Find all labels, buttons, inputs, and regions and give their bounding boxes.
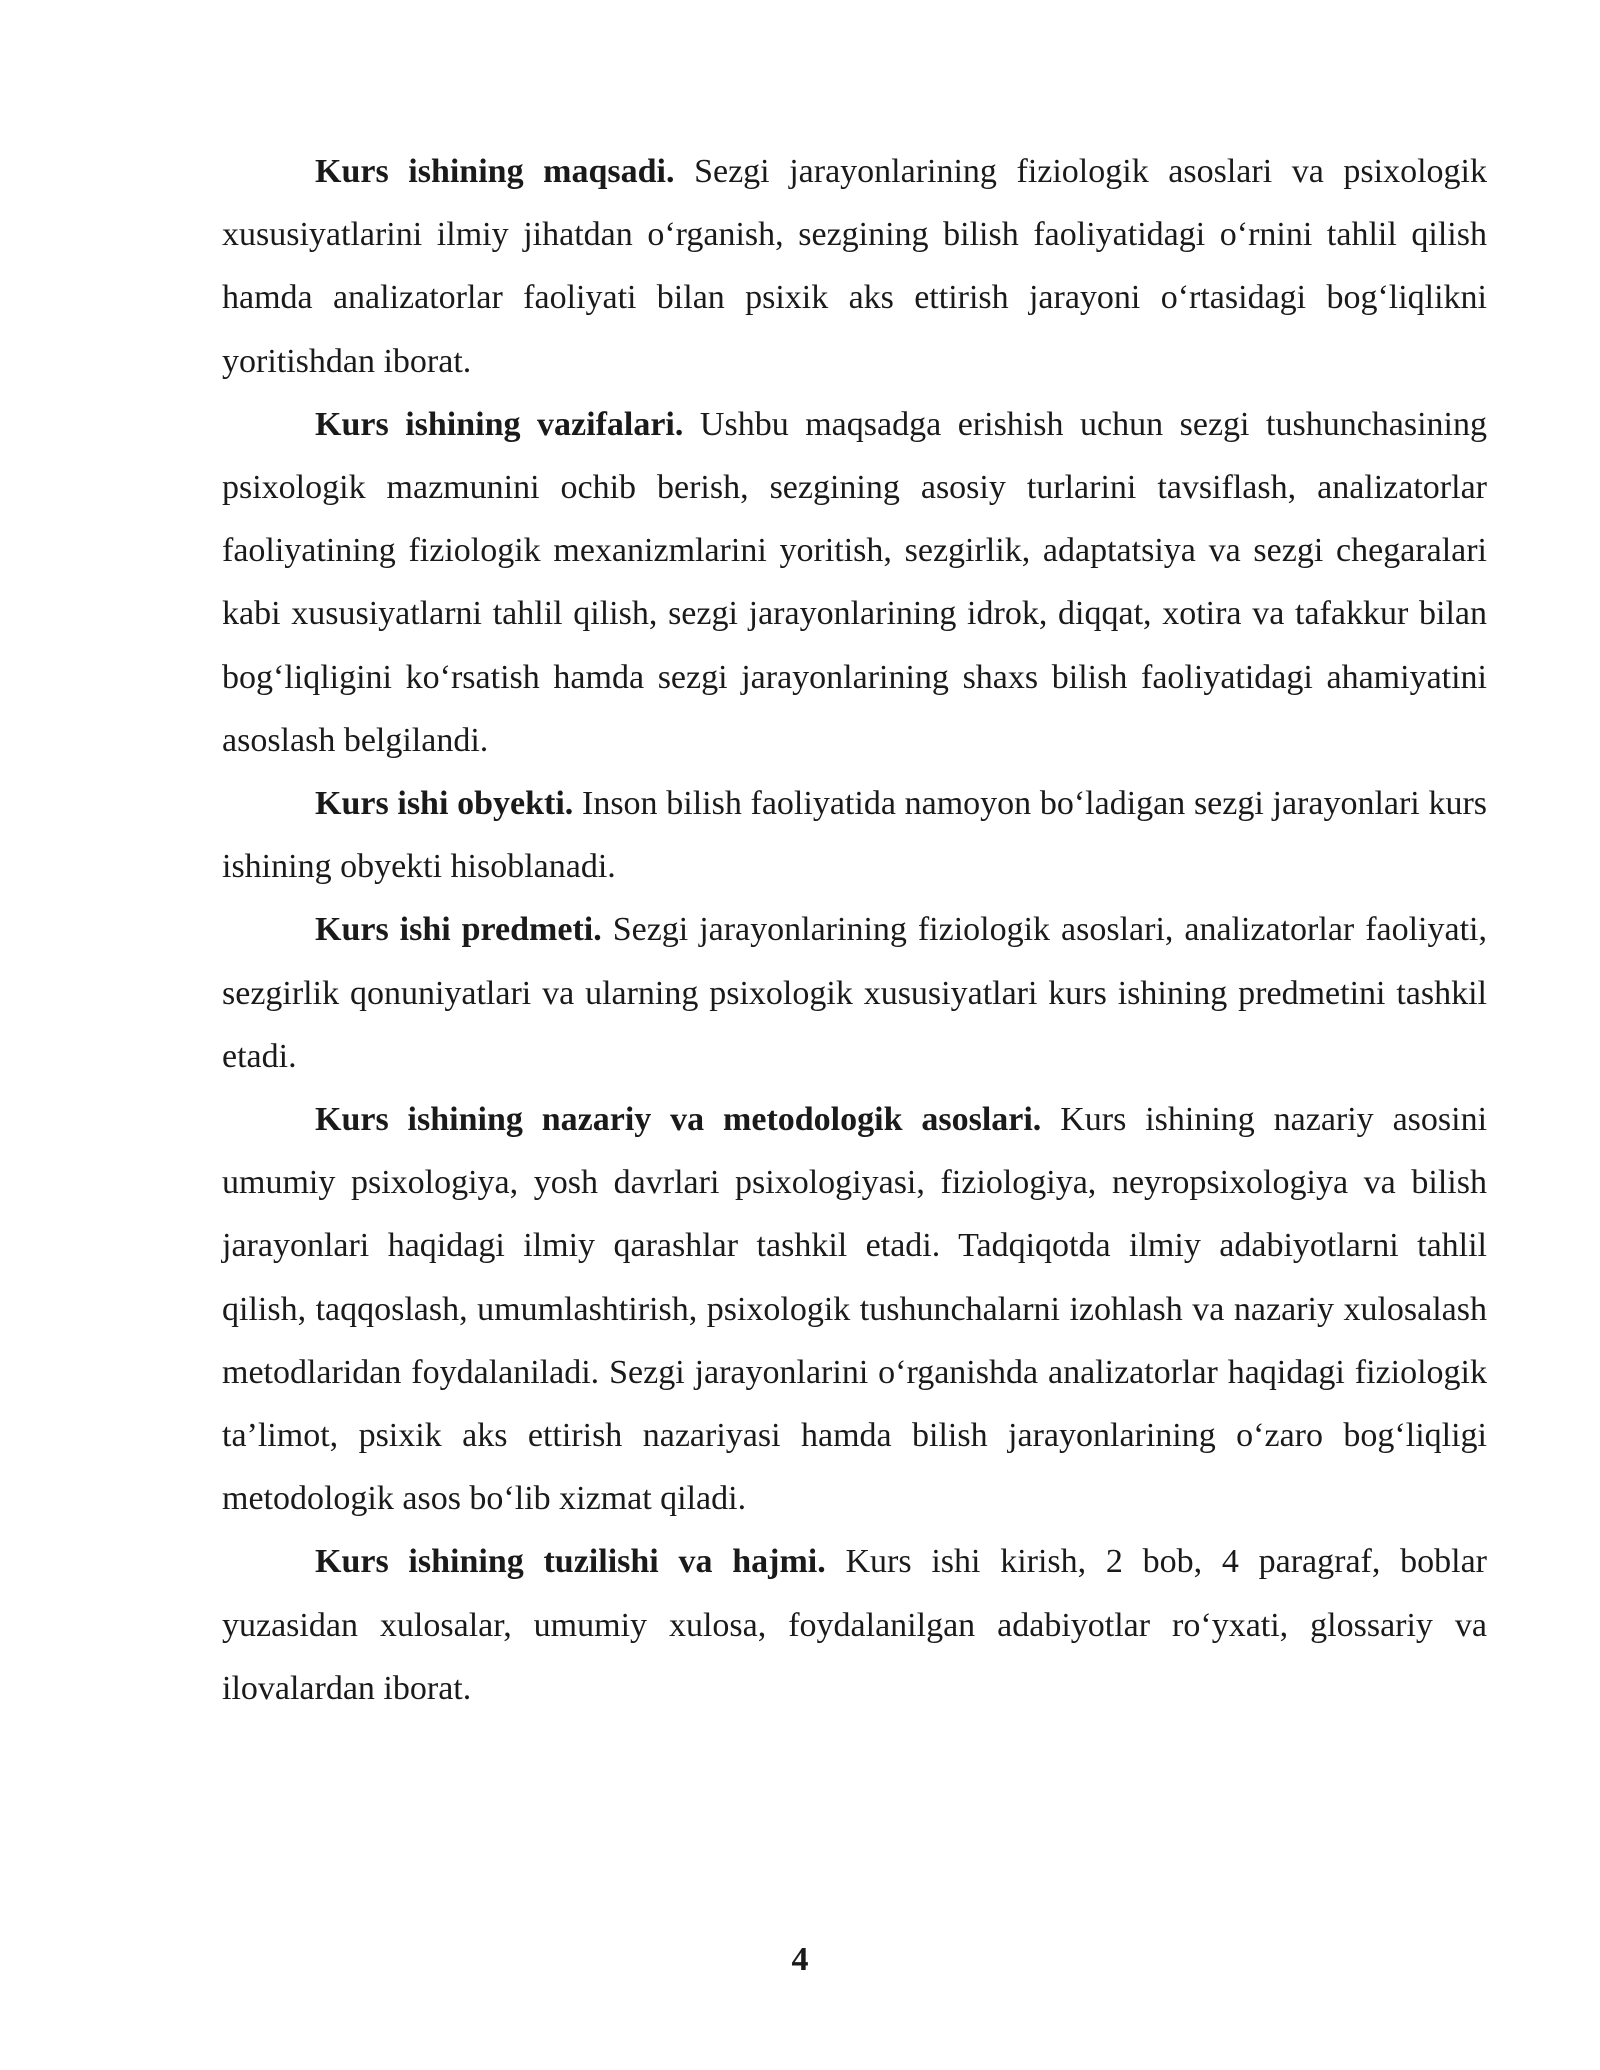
paragraph-heading: Kurs ishi obyekti.: [315, 785, 574, 823]
paragraph-methodology: [222, 1088, 1487, 1530]
paragraph-heading: Kurs ishining nazariy va metodologik asoslari.: [315, 1101, 1042, 1139]
paragraph-goal: [222, 140, 1487, 393]
paragraph-text: Sezgi jarayonlarining fiziologik asoslari va psixologik xususiyatlarini ilmiy jihatdan o‘rganish, sezgining bilish faoliyatidagi o‘rnini tahlil qilish hamda analizatorlar faoliyati bilan psixik aks ettirish jarayoni o‘rtasidagi bog‘liqlikni yoritishdan iborat.: [222, 153, 1487, 380]
paragraph-text: Sezgi jarayonlarining fiziologik asoslari, analizatorlar faoliyati, sezgirlik qonuniyatlari va ularning psixologik xususiyatlari kurs ishining predmetini tashkil etadi.: [222, 911, 1487, 1075]
paragraph-heading: Kurs ishining vazifalari.: [315, 405, 684, 443]
paragraph-text: Kurs ishi kirish, 2 bob, 4 paragraf, boblar yuzasidan xulosalar, umumiy xulosa, foydalanilgan adabiyotlar ro‘yxati, glossariy va ilovalardan iborat.: [222, 1543, 1487, 1707]
paragraph-text: Inson bilish faoliyatida namoyon bo‘ladigan sezgi jarayonlari kurs ishining obyekti hisoblanadi.: [222, 785, 1488, 886]
paragraph-text: Kurs ishining nazariy asosini umumiy psixologiya, yosh davrlari psixologiyasi, fiziologiya, neyropsixologiya va bilish jarayonlari haqidagi ilmiy qarashlar tashkil etadi. Tadqiqotda ilmiy adabiyotlarni tahlil qilish, taqqoslash, umumlashtirish, psixologik tushunchalarni izohlash va nazariy xulosalash metodlaridan foydalaniladi. Sezgi jarayonlarini o‘rganishda analizatorlar haqidagi fiziologik ta’limot, psixik aks ettirish nazariyasi hamda bilish jarayonlarining o‘zaro bog‘liqligi metodologik asos bo‘lib xizmat qiladi.: [222, 1101, 1488, 1518]
paragraph-object: [222, 772, 1487, 898]
paragraph-structure: [222, 1530, 1487, 1720]
paragraph-tasks: [222, 393, 1487, 772]
paragraph-subject: [222, 898, 1487, 1088]
page-number: 4: [791, 1941, 809, 1978]
page-content: [222, 140, 1487, 1720]
paragraph-heading: Kurs ishining maqsadi.: [315, 153, 675, 190]
paragraph-heading: Kurs ishining tuzilishi va hajmi.: [315, 1543, 826, 1581]
paragraph-text: Ushbu maqsadga erishish uchun sezgi tushunchasining psixologik mazmunini ochib berish, sezgining asosiy turlarini tavsiflash, analizatorlar faoliyatining fiziologik mexanizmlarini yoritish, sezgirlik, adaptatsiya va sezgi chegaralari kabi xususiyatlarni tahlil qilish, sezgi jarayonlarining idrok, diqqat, xotira va tafakkur bilan bog‘liqligini ko‘rsatish hamda sezgi jarayonlarining shaxs bilish faoliyatidagi ahamiyatini asoslash belgilandi.: [222, 405, 1488, 759]
paragraph-heading: Kurs ishi predmeti.: [315, 911, 602, 949]
